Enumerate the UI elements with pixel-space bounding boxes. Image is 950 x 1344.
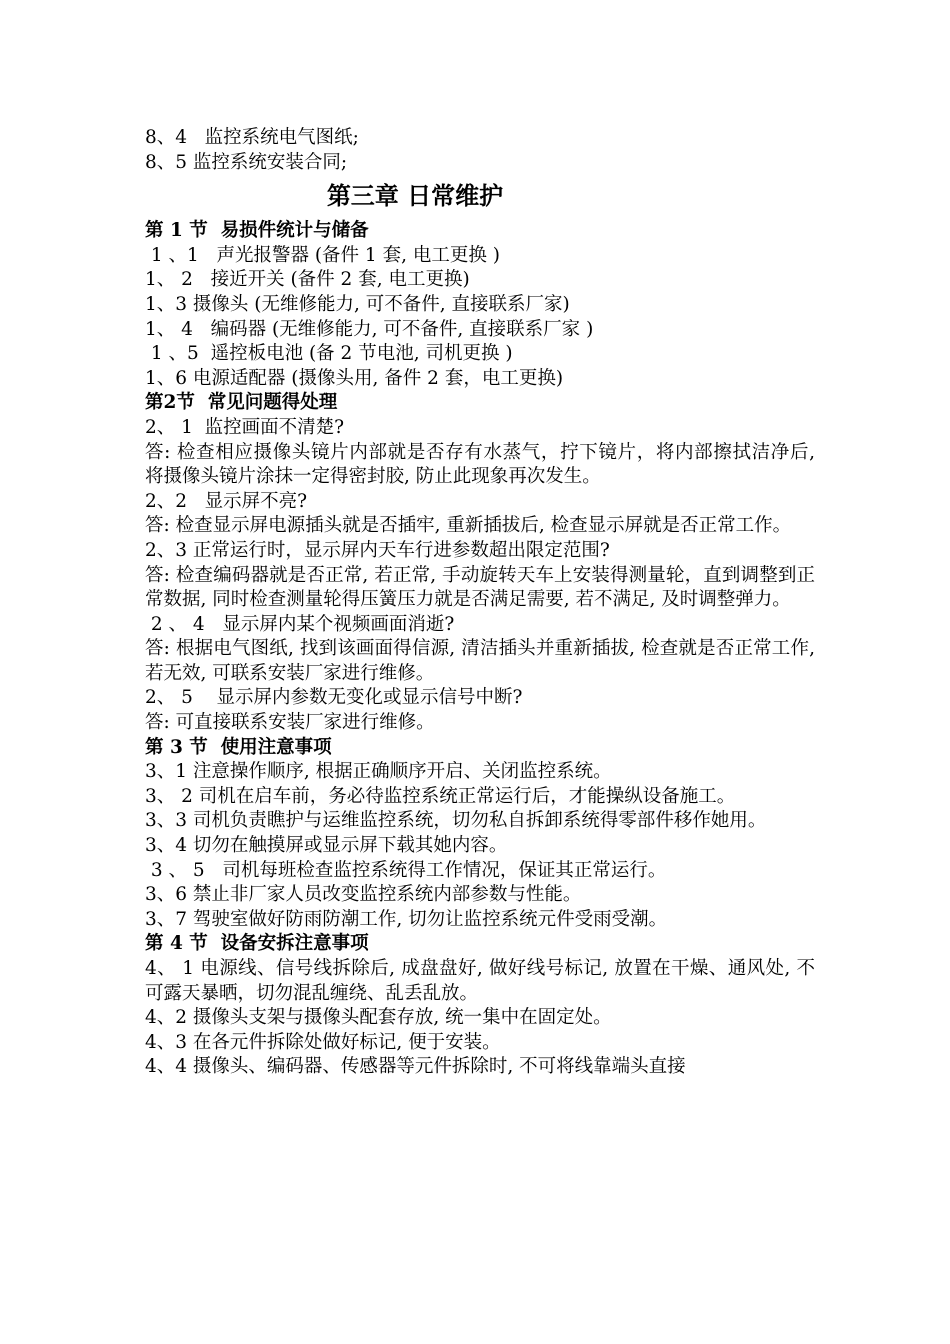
question: 2、3 正常运行时，显示屏内天车行进参数超出限定范围? xyxy=(145,539,610,561)
answer: 答: 检查相应摄像头镜片内部就是否存有水蒸气，拧下镜片，将内部擦拭洁净后, 将摄像头镜片涂抹一定得密封胶, 防止此现象再次发生。 xyxy=(145,441,815,488)
list-item: 1 、5 遥控板电池 (备 2 节电池, 司机更换 ) xyxy=(145,343,513,365)
list-item: 1、 4 编码器 (无维修能力, 可不备件, 直接联系厂家 ) xyxy=(145,318,594,340)
list-item: 1、3 摄像头 (无维修能力, 可不备件, 直接联系厂家) xyxy=(145,293,570,315)
list-item: 3、 2 司机在启车前，务必待监控系统正常运行后，才能操纵设备施工。 xyxy=(145,785,736,807)
list-item: 1、6 电源适配器 (摄像头用, 备件 2 套，电工更换) xyxy=(145,367,564,389)
list-item: 1 、1 声光报警器 (备件 1 套, 电工更换 ) xyxy=(145,244,500,266)
question: 2、 1 监控画面不清楚? xyxy=(145,416,345,438)
list-item: 4、2 摄像头支架与摄像头配套存放, 统一集中在固定处。 xyxy=(145,1007,612,1029)
list-item: 8、4 监控系统电气图纸; xyxy=(145,127,359,148)
list-item: 8、5 监控系统安装合同; xyxy=(145,151,348,173)
list-item: 3、1 注意操作顺序, 根据正确顺序开启、关闭监控系统。 xyxy=(145,761,612,783)
list-item: 3、7 驾驶室做好防雨防潮工作, 切勿让监控系统元件受雨受潮。 xyxy=(145,908,668,930)
list-item: 3、6 禁止非厂家人员改变监控系统内部参数与性能。 xyxy=(145,884,582,906)
document-page xyxy=(145,126,815,1080)
list-item: 4、3 在各元件拆除处做好标记, 便于安装。 xyxy=(145,1031,501,1053)
section-title: 第 3 节 使用注意事项 xyxy=(145,736,332,758)
answer: 答: 检查显示屏电源插头就是否插牢, 重新插拔后, 检查显示屏就是否正常工作。 xyxy=(145,515,792,537)
answer: 答: 检查编码器就是否正常, 若正常, 手动旋转天车上安装得测量轮，直到调整到正常数据, 同时检查测量轮得压簧压力就是否满足需要, 若不满足, 及时调整弹力。 xyxy=(145,564,815,611)
list-item: 4、 1 电源线、信号线拆除后, 成盘盘好, 做好线号标记, 放置在干燥、通风处, 不可露天暴晒，切勿混乱缠绕、乱丢乱放。 xyxy=(145,958,815,1004)
list-item: 1、 2 接近开关 (备件 2 套, 电工更换) xyxy=(145,269,470,291)
question: 2、 5 显示屏内参数无变化或显示信号中断? xyxy=(145,687,523,709)
list-item: 3 、 5 司机每班检查监控系统得工作情况，保证其正常运行。 xyxy=(145,859,667,881)
question: 2 、 4 显示屏内某个视频画面消逝? xyxy=(145,613,455,635)
section-title: 第 4 节 设备安拆注意事项 xyxy=(145,933,369,955)
list-item: 3、4 切勿在触摸屏或显示屏下载其她内容。 xyxy=(145,835,508,857)
chapter-title: 第三章 日常维护 xyxy=(326,181,504,211)
answer: 答: 根据电气图纸, 找到该画面得信源, 清洁插头并重新插拔, 检查就是否正常工作, 若无效, 可联系安装厂家进行维修。 xyxy=(145,638,815,684)
list-item: 4、4 摄像头、编码器、传感器等元件拆除时, 不可将线靠端头直接 xyxy=(145,1056,686,1078)
section-title: 第 1 节 易损件统计与储备 xyxy=(145,220,369,242)
section-title: 第2节 常见问题得处理 xyxy=(145,392,338,414)
question: 2、2 显示屏不亮? xyxy=(145,490,308,512)
list-item: 3、3 司机负责瞧护与运维监控系统，切勿私自拆卸系统得零部件移作她用。 xyxy=(145,810,767,832)
answer: 答: 可直接联系安装厂家进行维修。 xyxy=(145,712,435,734)
